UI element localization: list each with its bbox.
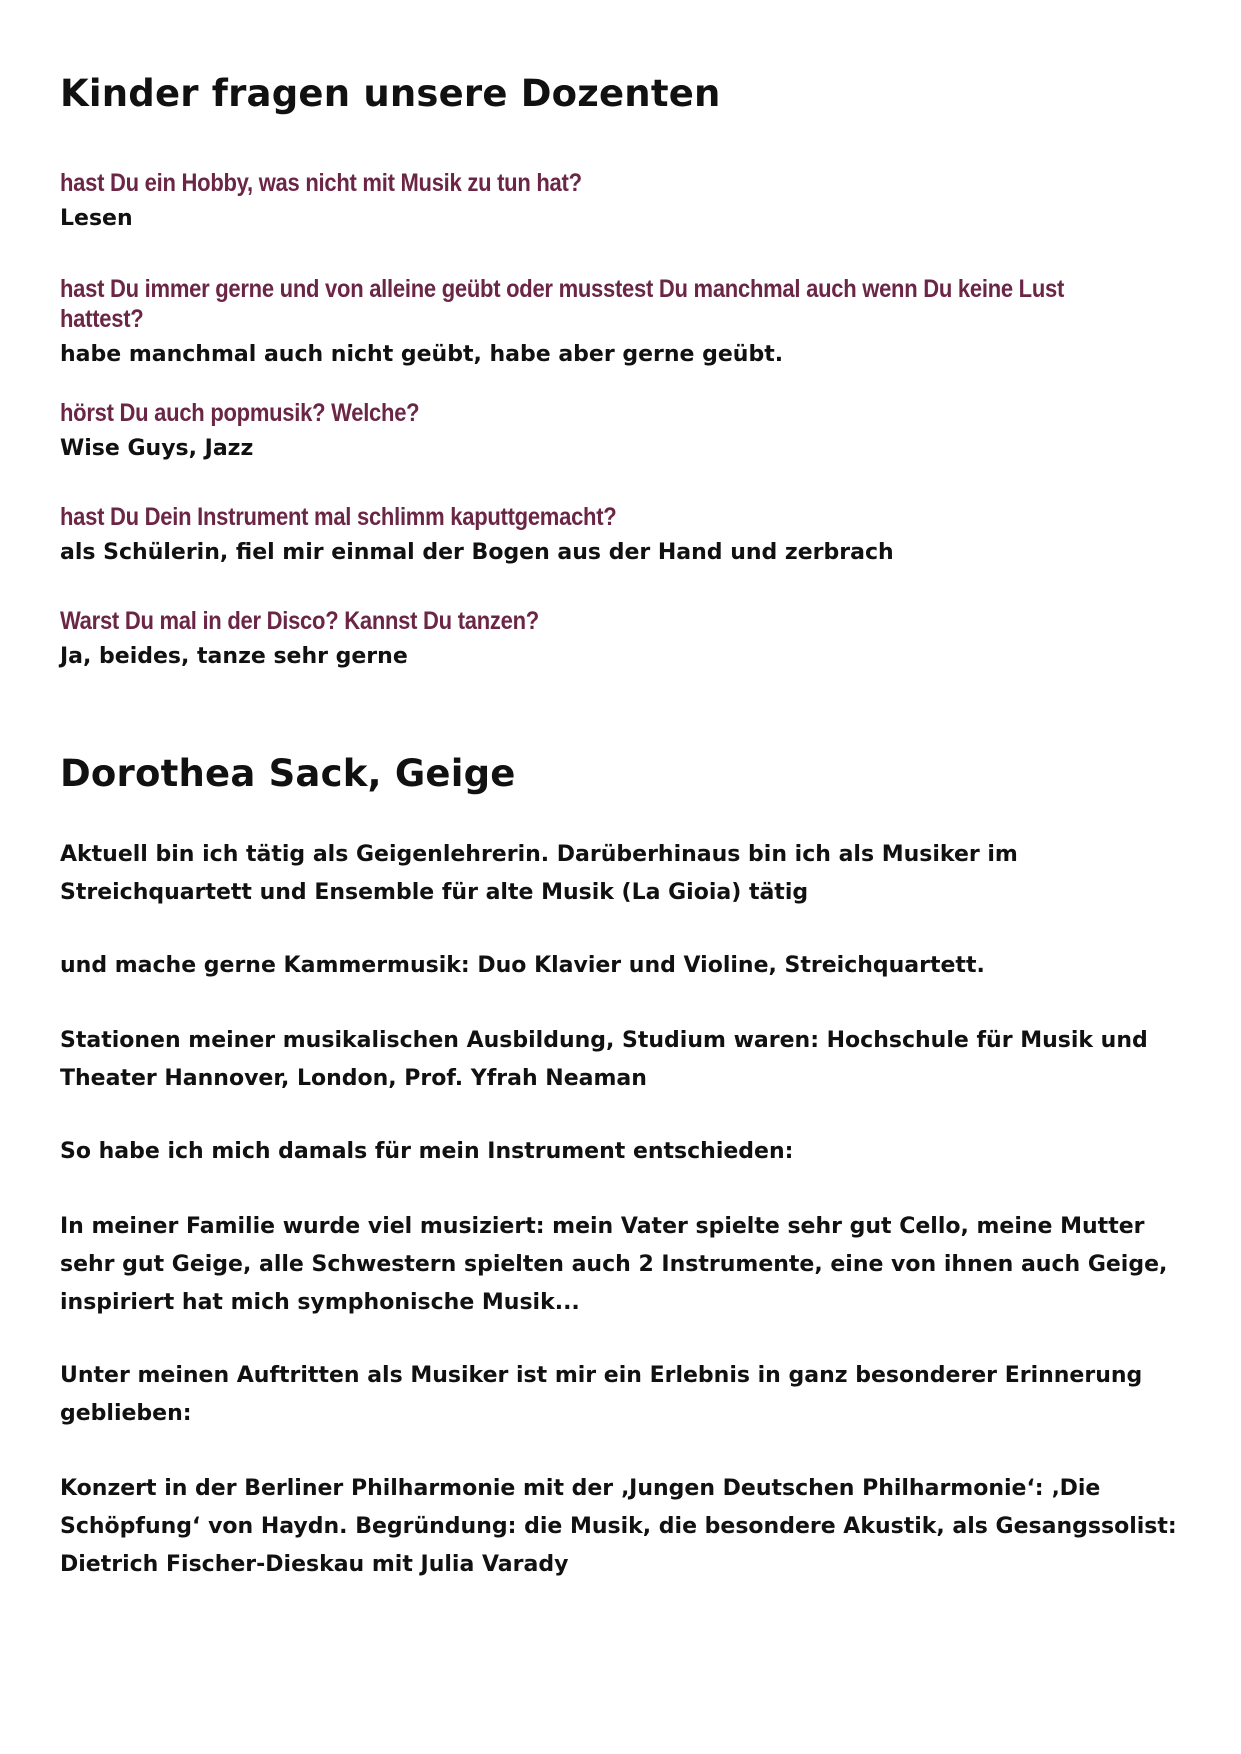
paragraph: Stationen meiner musikalischen Ausbildung, Studium waren: Hochschule für Musik und Theater Hannover, London, Prof. Yfrah Neaman bbox=[60, 1028, 1148, 1091]
answer-text: als Schülerin, fiel mir einmal der Bogen aus der Hand und zerbrach bbox=[60, 540, 894, 565]
paragraph: Unter meinen Auftritten als Musiker ist mir ein Erlebnis in ganz besonderer Erinnerung geblieben: bbox=[60, 1363, 1143, 1426]
paragraph: So habe ich mich damals für mein Instrument entschieden: bbox=[60, 1139, 794, 1164]
question-text: hast Du Dein Instrument mal schlimm kaputtgemacht? bbox=[60, 503, 617, 531]
answer-text: Wise Guys, Jazz bbox=[60, 436, 254, 461]
section-title-profile: Dorothea Sack, Geige bbox=[60, 752, 516, 795]
paragraph: In meiner Familie wurde viel musiziert: mein Vater spielte sehr gut Cello, meine Mutter sehr gut Geige, alle Schwestern spielten auch 2 Instrumente, eine von ihnen auch Geige, inspiriert hat mich symphonische Musik... bbox=[60, 1214, 1168, 1315]
section-title-interview: Kinder fragen unsere Dozenten bbox=[60, 72, 721, 115]
question-text: hast Du immer gerne und von alleine geübt oder musstest Du manchmal auch wenn Du keine Lust hattest? bbox=[60, 275, 1065, 333]
qa-item bbox=[60, 168, 1140, 234]
qa-item bbox=[60, 398, 1140, 464]
question-text: hast Du ein Hobby, was nicht mit Musik zu tun hat? bbox=[60, 169, 582, 197]
paragraph: und mache gerne Kammermusik: Duo Klavier und Violine, Streichquartett. bbox=[60, 953, 985, 978]
question-text: Warst Du mal in der Disco? Kannst Du tanzen? bbox=[60, 607, 539, 635]
answer-text: Ja, beides, tanze sehr gerne bbox=[60, 644, 408, 669]
answer-text: Lesen bbox=[60, 206, 133, 231]
answer-text: habe manchmal auch nicht geübt, habe aber gerne geübt. bbox=[60, 342, 784, 367]
qa-item bbox=[60, 502, 1140, 568]
paragraph: Aktuell bin ich tätig als Geigenlehrerin. Darüberhinaus bin ich als Musiker im Streichquartett und Ensemble für alte Musik (La Gioia) tätig bbox=[60, 842, 1018, 905]
paragraph: Konzert in der Berliner Philharmonie mit der ‚Jungen Deutschen Philharmonie‘: ‚Die Schöpfung‘ von Haydn. Begründung: die Musik, die besondere Akustik, als Gesangssolist: Dietrich Fischer-Dieskau mit Julia Varady bbox=[60, 1476, 1177, 1577]
qa-item bbox=[60, 274, 1140, 370]
question-text: hörst Du auch popmusik? Welche? bbox=[60, 399, 420, 427]
qa-item bbox=[60, 606, 1140, 672]
